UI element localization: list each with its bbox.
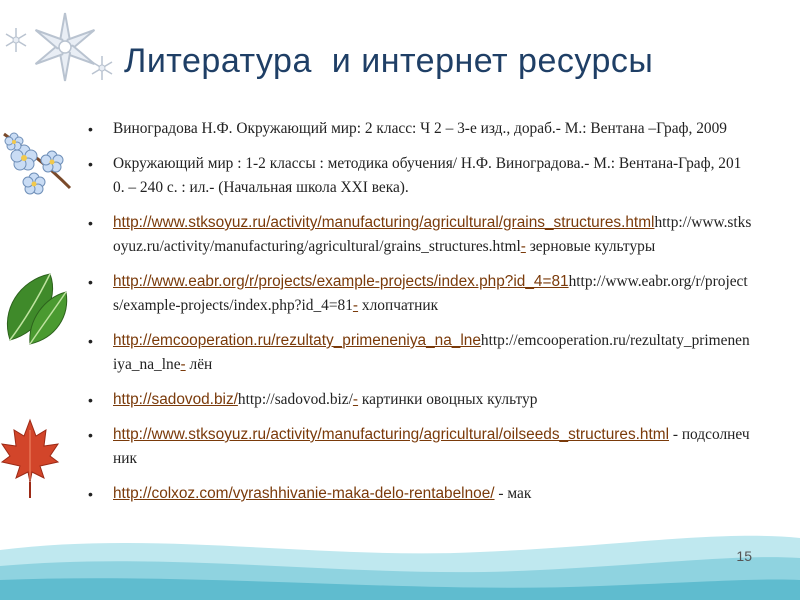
reference-url-text: http://emcooperation.ru/rezultaty_primeneniya_na_lne — [113, 332, 750, 373]
bullet-icon: • — [88, 486, 93, 502]
list-item — [88, 388, 752, 412]
list-item — [88, 482, 752, 506]
list-item — [88, 211, 752, 259]
bullet-icon: • — [88, 156, 93, 172]
slide-title: Литература и интернет ресурсы — [124, 42, 654, 80]
reference-url-text: http://www.eabr.org/r/projects/example-projects/index.php?id_4=81 — [113, 273, 748, 314]
list-item — [88, 117, 752, 141]
page-number: 15 — [736, 548, 752, 564]
snowflake-icon — [88, 54, 116, 82]
green-leaf-icon — [0, 270, 72, 350]
reference-description: лён — [185, 356, 213, 373]
reference-url-text: http://sadovod.biz/ — [237, 391, 353, 408]
reference-link[interactable]: http://emcooperation.ru/rezultaty_primeneniya_na_lne — [113, 332, 481, 349]
reference-list — [88, 117, 752, 517]
reference-dash-link[interactable]: - — [180, 356, 186, 373]
list-item — [88, 152, 752, 200]
bullet-icon: • — [88, 427, 93, 443]
bullet-icon: • — [88, 274, 93, 290]
reference-description: - подсолнечник — [113, 426, 750, 467]
reference-description: - мак — [494, 485, 532, 502]
reference-text: Окружающий мир : 1-2 классы : методика обучения/ Н.Ф. Виноградова.- М.: Вентана-Граф, 2010. – 240 с. : ил.- (Начальная школа XXI века). — [113, 155, 742, 196]
reference-description: хлопчатник — [358, 297, 439, 314]
wave-decoration — [0, 520, 800, 600]
reference-link[interactable]: http://www.stksoyuz.ru/activity/manufacturing/agricultural/oilseeds_structures.html — [113, 426, 669, 443]
reference-dash-link[interactable]: - — [352, 297, 359, 314]
list-item — [88, 270, 752, 318]
reference-text: Виноградова Н.Ф. Окружающий мир: 2 класс: Ч 2 – 3-е изд., дораб.- М.: Вентана –Граф, 2009 — [113, 120, 727, 137]
reference-link[interactable]: http://www.eabr.org/r/projects/example-projects/index.php?id_4=81 — [113, 273, 569, 290]
bullet-icon: • — [88, 333, 93, 349]
reference-description: картинки овоцных культур — [358, 391, 538, 408]
reference-url-text: http://www.stksoyuz.ru/activity/manufacturing/agricultural/grains_structures.html — [113, 214, 752, 255]
reference-link[interactable]: http://www.stksoyuz.ru/activity/manufacturing/agricultural/grains_structures.html — [113, 214, 655, 231]
reference-link[interactable]: http://colxoz.com/vyrashhivanie-maka-delo-rentabelnoe/ — [113, 485, 495, 502]
reference-link[interactable]: http://sadovod.biz/ — [113, 391, 238, 408]
bullet-icon: • — [88, 215, 93, 231]
snowflake-icon — [2, 26, 30, 54]
reference-description: зерновые культуры — [525, 238, 656, 255]
bullet-icon: • — [88, 121, 93, 137]
list-item — [88, 329, 752, 377]
forget-me-not-icon — [0, 128, 80, 208]
bullet-icon: • — [88, 392, 93, 408]
list-item — [88, 423, 752, 471]
reference-dash-link[interactable]: - — [352, 391, 359, 408]
reference-dash-link[interactable]: - — [520, 238, 526, 255]
maple-leaf-icon — [0, 418, 60, 500]
